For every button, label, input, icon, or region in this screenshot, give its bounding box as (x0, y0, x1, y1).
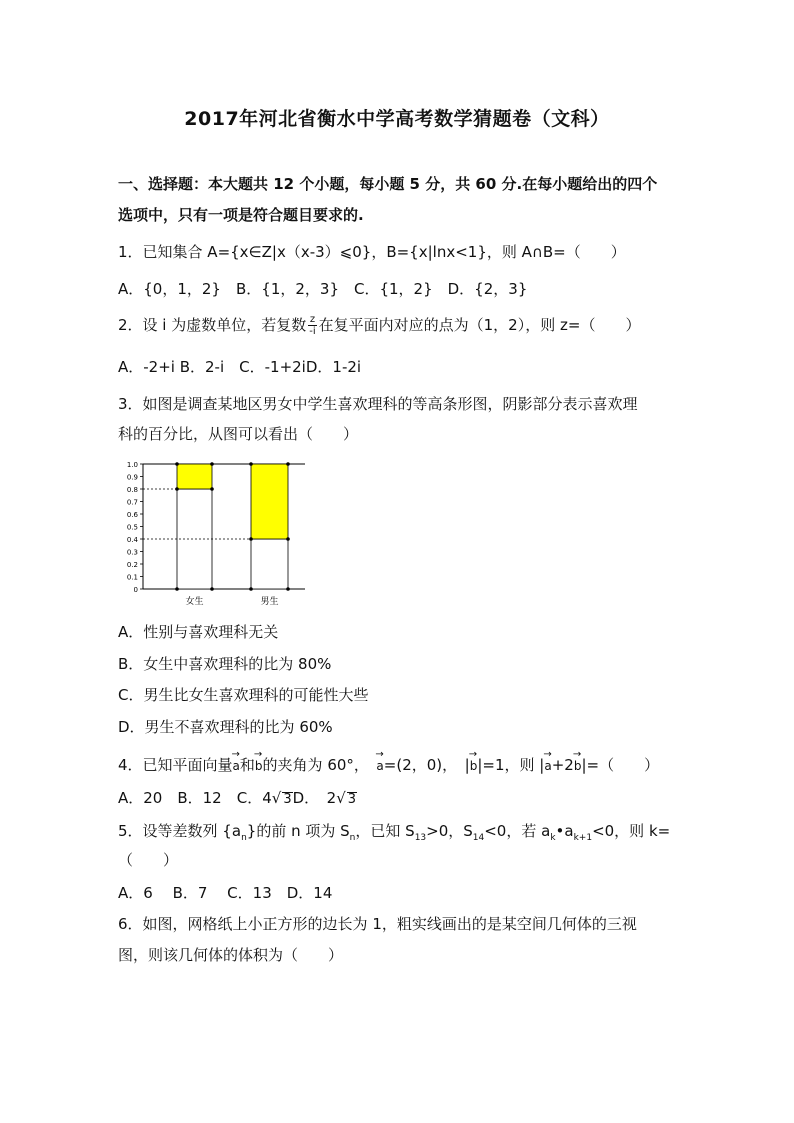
question-3-option-b: B．女生中喜欢理科的比为 80% (118, 655, 332, 673)
question-1-text: 1．已知集合 A={x∈Z|x（x-3）⩽0}，B={x|lnx<1}，则 A∩B=（ ） (118, 243, 626, 261)
question-3-option-c: C．男生比女生喜欢理科的可能性大些 (118, 686, 369, 704)
corner-dot (286, 462, 290, 466)
question-6-line1: 6．如图，网格纸上小正方形的边长为 1，粗实线画出的是某空间几何体的三视 (118, 915, 637, 933)
question-2-text (118, 314, 640, 337)
option-d-coefficient: 2 (326, 789, 337, 807)
question-5-options: A．6 B．7 C．13 D．14 (118, 884, 333, 902)
corner-dot (249, 537, 253, 541)
y-tick-label: 0.4 (126, 536, 138, 544)
corner-dot (175, 587, 179, 591)
y-tick-label: 1.0 (126, 461, 138, 469)
corner-dot (249, 587, 253, 591)
y-tick-label: 0 (133, 586, 138, 594)
vector-a: → a (376, 752, 383, 776)
bar-segment-like-science (251, 464, 288, 539)
category-label: 女生 (185, 597, 204, 607)
vector-a: → a (544, 752, 551, 776)
corner-dot (175, 462, 179, 466)
y-tick-label: 0.9 (126, 473, 138, 482)
page-title: 2017年河北省衡水中学高考数学猜题卷（文科） (184, 108, 610, 130)
corner-dot (249, 462, 253, 466)
y-tick-label: 0.2 (126, 561, 138, 569)
y-tick-label: 0.3 (126, 548, 138, 557)
question-4-options: A．20 B．12 C．4√ 3D． 2√ 3 (118, 789, 357, 807)
question-2-options: A．-2+i B．2-i C．-1+2iD．1-2i (118, 358, 362, 376)
corner-dot (286, 537, 290, 541)
question-3-line1: 3．如图是调查某地区男女中学生喜欢理科的等高条形图，阴影部分表示喜欢理 (118, 395, 638, 413)
y-tick-label: 0.1 (126, 573, 138, 582)
question-3-option-a: A．性别与喜欢理科无关 (118, 623, 279, 641)
corner-dot (175, 487, 179, 491)
vector-b: → b (574, 752, 582, 776)
bar-segment-not-like-science (251, 539, 288, 589)
section-heading-line1: 一、选择题：本大题共 12 个小题，每小题 5 分，共 60 分.在每小题给出的四个 (118, 175, 658, 193)
question-5-line2: （ ） (118, 851, 179, 869)
vector-b: → b (470, 752, 478, 776)
corner-dot (210, 587, 214, 591)
corner-dot (210, 462, 214, 466)
corner-dot (210, 487, 214, 491)
vector-b: → b (255, 752, 263, 776)
question-6-line2: 图，则该几何体的体积为（ ） (118, 946, 344, 964)
question-3-option-d: D．男生不喜欢理科的比为 60% (118, 718, 333, 736)
bar-segment-not-like-science (177, 489, 212, 589)
option-c-radicand: 3 (283, 792, 292, 807)
question-2-pre: 2．设 i 为虚数单位，若复数 (118, 316, 307, 334)
y-tick-label: 0.7 (126, 498, 138, 507)
vector-a: → a (233, 752, 240, 776)
question-4-text: 4．已知平面向量→ a和→ b的夹角为 60°， → a=(2，0)， |→ b|=1，则 |→ a+2→ b|=（ ） (118, 752, 659, 776)
question-5-text: 5．设等差数列 $\{a_n\}$的前 n 项为 $S_n$，已知 $S_{13}>0$，$S_{14}<0$，若 $a_k•a_{k+1}<0$，则 k= (118, 822, 671, 843)
category-label: 男生 (260, 597, 279, 607)
question-3-line2: 科的百分比，从图可以看出（ ） (118, 425, 359, 443)
question-2-post: 在复平面内对应的点为（1，2），则 z=（ ） (318, 316, 641, 334)
question-1-options: A．{0，1，2} B．{1，2，3} C．{1，2} D．{2，3} (118, 280, 528, 298)
y-tick-label: 0.8 (126, 486, 138, 494)
option-c-coefficient: 4 (262, 789, 272, 807)
section-heading-line2: 选项中，只有一项是符合题目要求的. (118, 206, 364, 224)
stacked-bar-chart (115, 456, 315, 612)
corner-dot (286, 587, 290, 591)
option-d-radicand: 3 (347, 792, 357, 807)
bar-segment-like-science (177, 464, 212, 489)
fraction-z-over-minus-i: $\frac{z}{-i}$ (309, 314, 316, 337)
y-tick-label: 0.5 (126, 523, 138, 532)
y-tick-label: 0.6 (126, 511, 138, 519)
